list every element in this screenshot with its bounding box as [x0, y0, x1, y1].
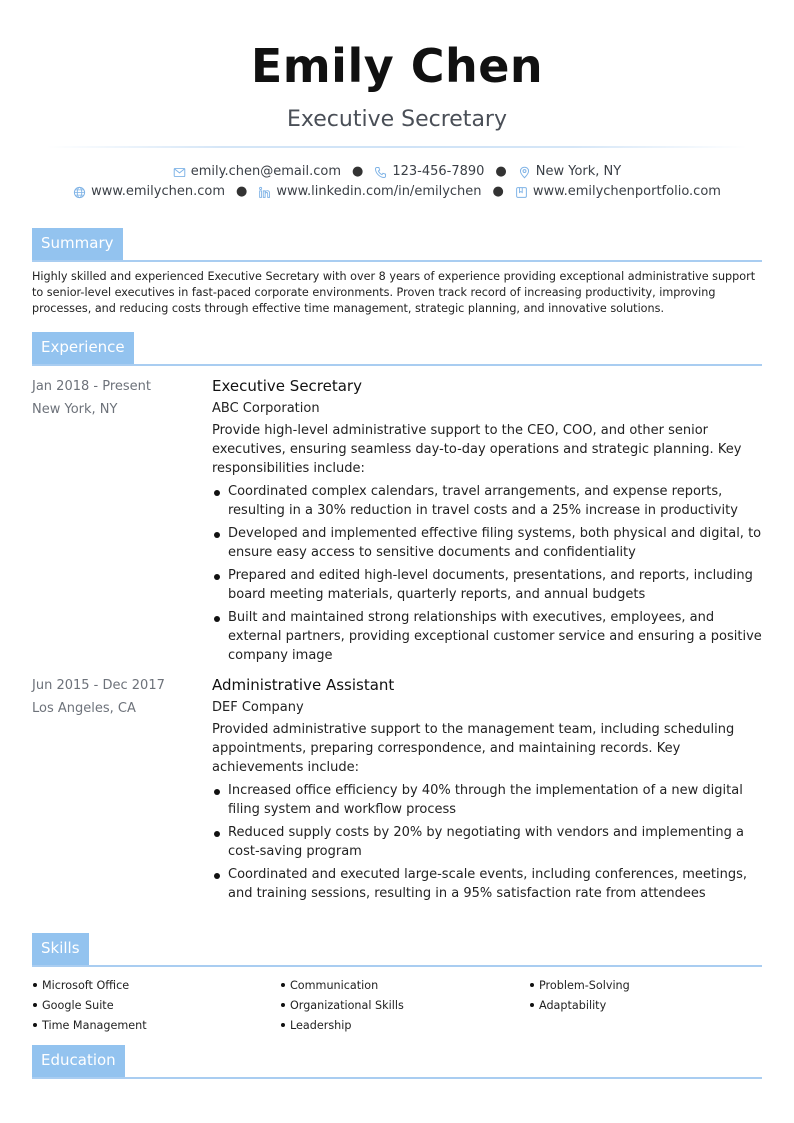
job-location: New York, NY [32, 402, 118, 417]
job-title: Administrative Assistant [212, 676, 395, 694]
experience-section [32, 332, 762, 907]
job-bullet: Coordinated and executed large-scale events, including conferences, meetings, and training sessions, resulting in a 95% satisfaction rate from attendees [212, 865, 762, 903]
education-heading: Education [32, 1045, 125, 1077]
globe-icon [73, 186, 86, 199]
education-heading-bar [32, 1045, 762, 1079]
skills-section [32, 933, 762, 1036]
contact-row-primary [0, 162, 794, 182]
job-dates: Jan 2018 - Present [32, 379, 151, 394]
job-description: Provided administrative support to the management team, including scheduling appointments, preparing correspondence, and maintaining records. Key achievements include: [212, 722, 735, 775]
portfolio-text: www.emilychenportfolio.com [532, 184, 721, 199]
skill-item: Time Management [32, 1016, 280, 1036]
job-bullet: Coordinated complex calendars, travel arrangements, and expense reports, resulting in a 30% reduction in travel costs and a 25% increase in productivity [212, 482, 762, 520]
job-dates: Jun 2015 - Dec 2017 [32, 678, 165, 693]
job-bullet: Built and maintained strong relationships with executives, employees, and external partners, providing exceptional customer service and ensuring a positive company image [212, 608, 762, 665]
skills-heading-bar [32, 933, 762, 967]
resume-header [0, 0, 794, 202]
skill-item: Problem-Solving [529, 976, 762, 996]
separator-dot: ● [236, 184, 248, 199]
contact-linkedin[interactable] [258, 182, 481, 202]
job-bullets [212, 482, 762, 665]
job-bullet: Developed and implemented effective filing systems, both physical and digital, to ensure easy access to sensitive documents and confidentiality [212, 524, 762, 562]
portfolio-icon [515, 186, 528, 199]
website-text: www.emilychen.com [91, 184, 225, 199]
candidate-name: Emily Chen [250, 39, 544, 93]
skill-item: Leadership [280, 1016, 529, 1036]
summary-heading: Summary [32, 228, 123, 260]
skills-heading: Skills [32, 933, 89, 965]
job-bullet: Reduced supply costs by 20% by negotiating with vendors and implementing a cost-saving program [212, 823, 762, 861]
job-meta [32, 674, 202, 720]
skill-item: Communication [280, 976, 529, 996]
contact-website[interactable] [73, 182, 225, 202]
summary-heading-bar [32, 228, 762, 262]
summary-section [32, 228, 762, 317]
skill-item: Adaptability [529, 996, 762, 1016]
experience-heading-bar [32, 332, 762, 366]
skills-grid [32, 976, 762, 1036]
job-location: Los Angeles, CA [32, 701, 136, 716]
linkedin-icon [258, 186, 271, 199]
job-entry [32, 674, 762, 903]
skill-item: Organizational Skills [280, 996, 529, 1016]
job-details [212, 674, 762, 903]
contact-phone[interactable] [374, 162, 484, 182]
separator-dot: ● [351, 164, 364, 179]
linkedin-text: www.linkedin.com/in/emilychen [276, 184, 482, 199]
job-entry [32, 375, 762, 665]
experience-heading: Experience [32, 332, 134, 364]
header-divider [47, 146, 747, 148]
mail-icon [173, 166, 186, 179]
job-bullet: Prepared and edited high-level documents, presentations, and reports, including board meeting materials, quarterly reports, and annual budgets [212, 566, 762, 604]
job-bullets [212, 781, 762, 903]
job-details [212, 375, 762, 665]
education-section [32, 1045, 762, 1079]
contact-portfolio[interactable] [515, 182, 721, 202]
phone-text: 123-456-7890 [392, 164, 485, 179]
summary-text: Highly skilled and experienced Executive Secretary with over 8 years of experience providing exceptional administrative support to senior-level executives in fast-paced corporate environments. Proven track record of increasing productivity, improving processes, and reducing costs through effective time management, strategic planning, and innovative solutions. [32, 270, 756, 315]
job-company: ABC Corporation [212, 401, 320, 416]
email-text: emily.chen@email.com [190, 164, 341, 179]
candidate-title: Executive Secretary [287, 107, 507, 132]
location-pin-icon [518, 166, 531, 179]
contact-row-secondary [0, 182, 794, 202]
contact-location [518, 162, 621, 182]
job-company: DEF Company [212, 700, 304, 715]
job-meta [32, 375, 202, 421]
job-description: Provide high-level administrative support to the CEO, COO, and other senior executives, ensuring seamless day-to-day operations and strategic planning. Key responsibilities include: [212, 423, 742, 476]
contact-email[interactable] [173, 162, 341, 182]
phone-icon [374, 166, 387, 179]
skill-item: Google Suite [32, 996, 280, 1016]
job-title: Executive Secretary [212, 377, 362, 395]
separator-dot: ● [495, 164, 507, 179]
skill-item: Microsoft Office [32, 976, 280, 996]
separator-dot: ● [492, 184, 504, 199]
job-bullet: Increased office efficiency by 40% through the implementation of a new digital filing system and workflow process [212, 781, 762, 819]
location-text: New York, NY [535, 164, 622, 179]
